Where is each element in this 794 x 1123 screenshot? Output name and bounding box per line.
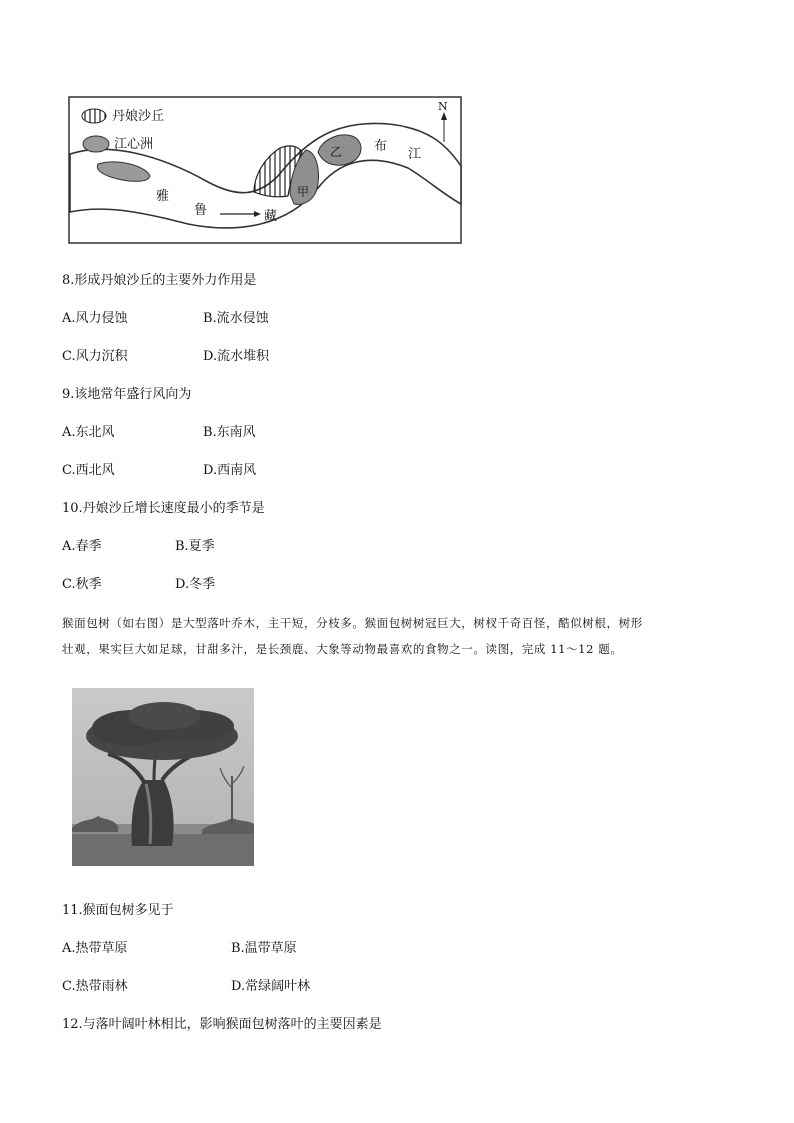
passage-line-1: 猴面包树（如右图）是大型落叶乔木，主干短，分枝多。猴面包树树冠巨大，树杈千奇百怪，酷似树根，树形 — [62, 616, 643, 630]
q10-option-d: D.冬季 — [175, 577, 216, 592]
river-map-figure — [68, 96, 462, 244]
passage-line-2: 壮观，果实巨大如足球，甘甜多汁，是长颈鹿、大象等动物最喜欢的食物之一。读图，完成 11～12 题。 — [62, 642, 623, 656]
q10-option-b: B.夏季 — [175, 539, 215, 554]
river-char-5: 江 — [408, 147, 422, 162]
q10-option-a: A.春季 — [62, 539, 102, 554]
legend-dune-symbol — [82, 109, 106, 123]
passage — [62, 610, 762, 662]
legend-islet-symbol — [83, 136, 109, 152]
q9-option-d: D.西南风 — [203, 463, 257, 478]
river-char-2: 鲁 — [194, 203, 208, 218]
q8-option-d: D.流水堆积 — [203, 349, 270, 364]
q11-option-d: D.常绿阔叶林 — [231, 979, 311, 994]
q8-option-c: C.风力沉积 — [62, 349, 128, 364]
q10-option-c: C.秋季 — [62, 577, 102, 592]
baobab-tree-photo — [72, 688, 254, 866]
question-11-stem: 11.猴面包树多见于 — [62, 903, 174, 918]
q8-option-a: A.风力侵蚀 — [62, 311, 128, 326]
label-yi: 乙 — [330, 145, 343, 159]
q9-option-c: C.西北风 — [62, 463, 115, 478]
q9-option-a: A.东北风 — [62, 425, 115, 440]
q11-option-a: A.热带草原 — [62, 941, 128, 956]
label-jia: 甲 — [297, 185, 310, 199]
river-char-4: 布 — [374, 139, 388, 154]
question-12-stem: 12.与落叶阔叶林相比，影响猴面包树落叶的主要因素是 — [62, 1017, 382, 1032]
river-char-3: 藏 — [264, 209, 278, 224]
legend-dune-label: 丹娘沙丘 — [112, 109, 165, 124]
legend-islet-label: 江心洲 — [114, 137, 154, 152]
question-9-stem: 9.该地常年盛行风向为 — [62, 387, 192, 402]
question-10-stem: 10.丹娘沙丘增长速度最小的季节是 — [62, 501, 265, 516]
q9-option-b: B.东南风 — [203, 425, 256, 440]
question-8-stem: 8.形成丹娘沙丘的主要外力作用是 — [62, 273, 257, 288]
north-label: N — [438, 100, 448, 113]
q11-option-c: C.热带雨林 — [62, 979, 128, 994]
river-char-1: 雅 — [156, 189, 170, 204]
q11-option-b: B.温带草原 — [231, 941, 297, 956]
q8-option-b: B.流水侵蚀 — [203, 311, 269, 326]
